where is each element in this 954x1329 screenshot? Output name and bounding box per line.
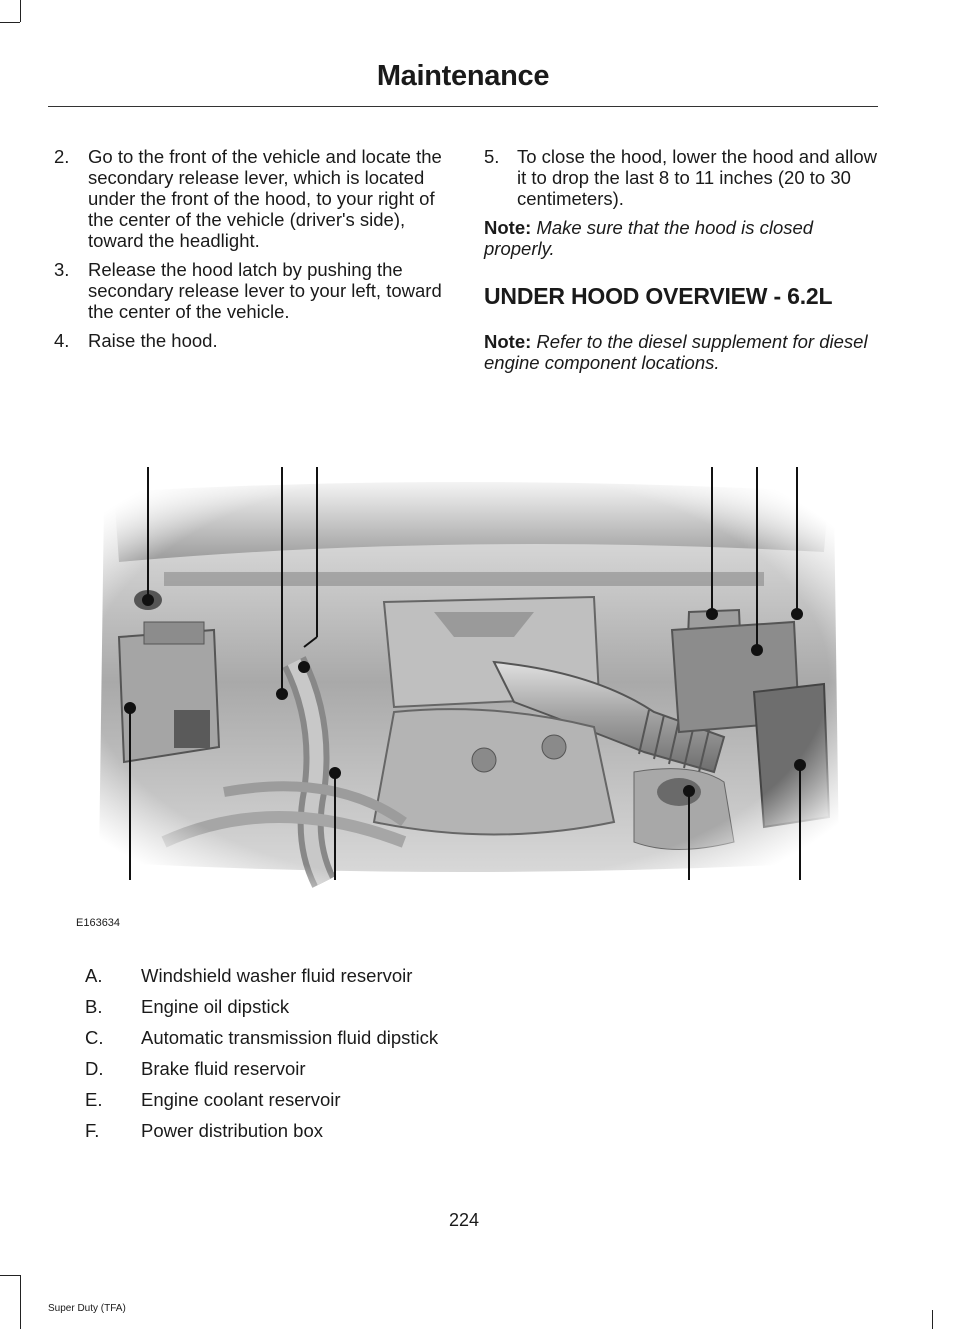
legend-label: Engine coolant reservoir	[141, 1088, 341, 1110]
step-text: Release the hood latch by pushing the secondary release lever to your left, toward the center of the vehicle.	[88, 259, 442, 322]
legend-key: D.	[85, 1057, 104, 1079]
step-item	[484, 146, 879, 209]
legend-item	[48, 1053, 438, 1084]
crop-mark	[20, 1275, 21, 1329]
note-text: Refer to the diesel supplement for diesel engine component locations.	[484, 331, 868, 373]
legend-item	[48, 1115, 438, 1146]
section-heading: UNDER HOOD OVERVIEW - 6.2L	[484, 283, 833, 309]
step-item	[48, 259, 448, 322]
left-column	[48, 146, 448, 359]
step-number: 3.	[54, 259, 70, 280]
title-divider	[48, 106, 878, 107]
step-number: 2.	[54, 146, 70, 167]
legend-item	[48, 960, 438, 991]
step-item	[48, 146, 448, 251]
crop-mark	[0, 22, 20, 23]
page-title: Maintenance	[376, 60, 550, 92]
note	[484, 331, 879, 373]
engine-bay-figure	[74, 462, 844, 892]
engine-bay-illustration	[74, 462, 844, 892]
legend-label: Automatic transmission fluid dipstick	[141, 1026, 439, 1048]
legend-label: Power distribution box	[141, 1119, 324, 1141]
legend-label: Windshield washer fluid reservoir	[141, 964, 413, 986]
legend-item	[48, 1084, 438, 1115]
step-text: Go to the front of the vehicle and locate the secondary release lever, which is located under the front of the hood, to your right of the center of the vehicle (driver's side), toward the headlight.	[88, 146, 442, 251]
legend-label: Brake fluid reservoir	[141, 1057, 306, 1079]
legend-key: F.	[85, 1119, 100, 1141]
footer-model: Super Duty (TFA)	[48, 1303, 126, 1314]
legend-item	[48, 991, 438, 1022]
crop-mark	[0, 1275, 20, 1276]
step-number: 4.	[54, 330, 70, 351]
note-label: Note:	[484, 331, 532, 352]
step-number: 5.	[484, 146, 500, 167]
legend-key: A.	[85, 964, 103, 986]
crop-mark	[20, 0, 21, 22]
page-number: 224	[448, 1210, 480, 1230]
legend-label: Engine oil dipstick	[141, 995, 290, 1017]
legend-item	[48, 1022, 438, 1053]
note-text: Make sure that the hood is closed properly.	[484, 217, 814, 259]
step-text: Raise the hood.	[88, 330, 218, 351]
legend-key: B.	[85, 995, 103, 1017]
crop-mark	[932, 1310, 933, 1329]
step-item	[48, 330, 448, 351]
right-column	[484, 146, 879, 381]
legend-key: E.	[85, 1088, 103, 1110]
note-label: Note:	[484, 217, 532, 238]
step-text: To close the hood, lower the hood and allow it to drop the last 8 to 11 inches (20 to 30 centimeters).	[517, 146, 877, 209]
figure-legend	[48, 960, 438, 1146]
figure-code: E163634	[76, 917, 121, 929]
note	[484, 217, 879, 259]
legend-key: C.	[85, 1026, 104, 1048]
